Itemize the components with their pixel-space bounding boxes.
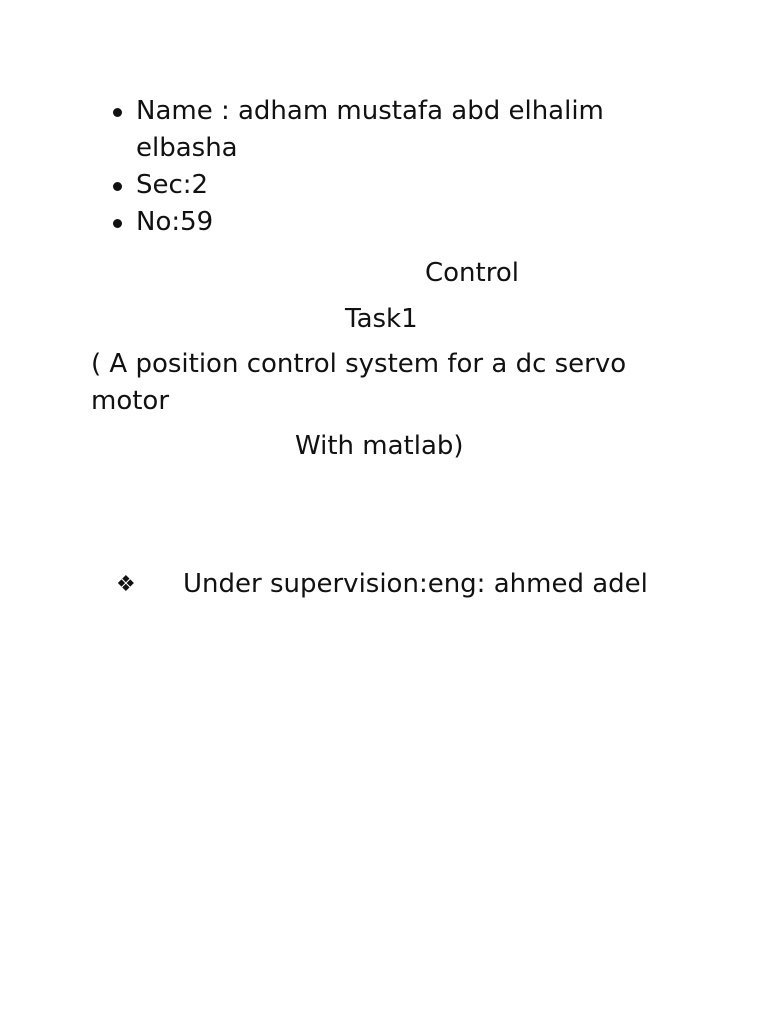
student-number: No:59 xyxy=(136,207,214,237)
list-item-number xyxy=(113,204,673,241)
diamond-bullet-icon: ❖ xyxy=(116,572,136,597)
student-name: Name : adham mustafa abd elhalim elbasha xyxy=(136,96,604,163)
supervision-text: Under supervision:eng: ahmed adel xyxy=(183,569,648,599)
supervision-line xyxy=(116,566,736,603)
bullet-icon xyxy=(113,108,122,117)
task-description: ( A position control system for a dc servo motor xyxy=(91,349,627,416)
task-description-end: With matlab) xyxy=(295,431,464,461)
student-section: Sec:2 xyxy=(136,170,209,200)
student-info-list xyxy=(113,93,673,241)
list-item-section xyxy=(113,167,673,204)
list-item-name xyxy=(113,93,673,167)
task-title: Task1 xyxy=(345,304,418,334)
bullet-icon xyxy=(113,182,122,191)
course-title: Control xyxy=(425,258,519,288)
bullet-icon xyxy=(113,219,122,228)
